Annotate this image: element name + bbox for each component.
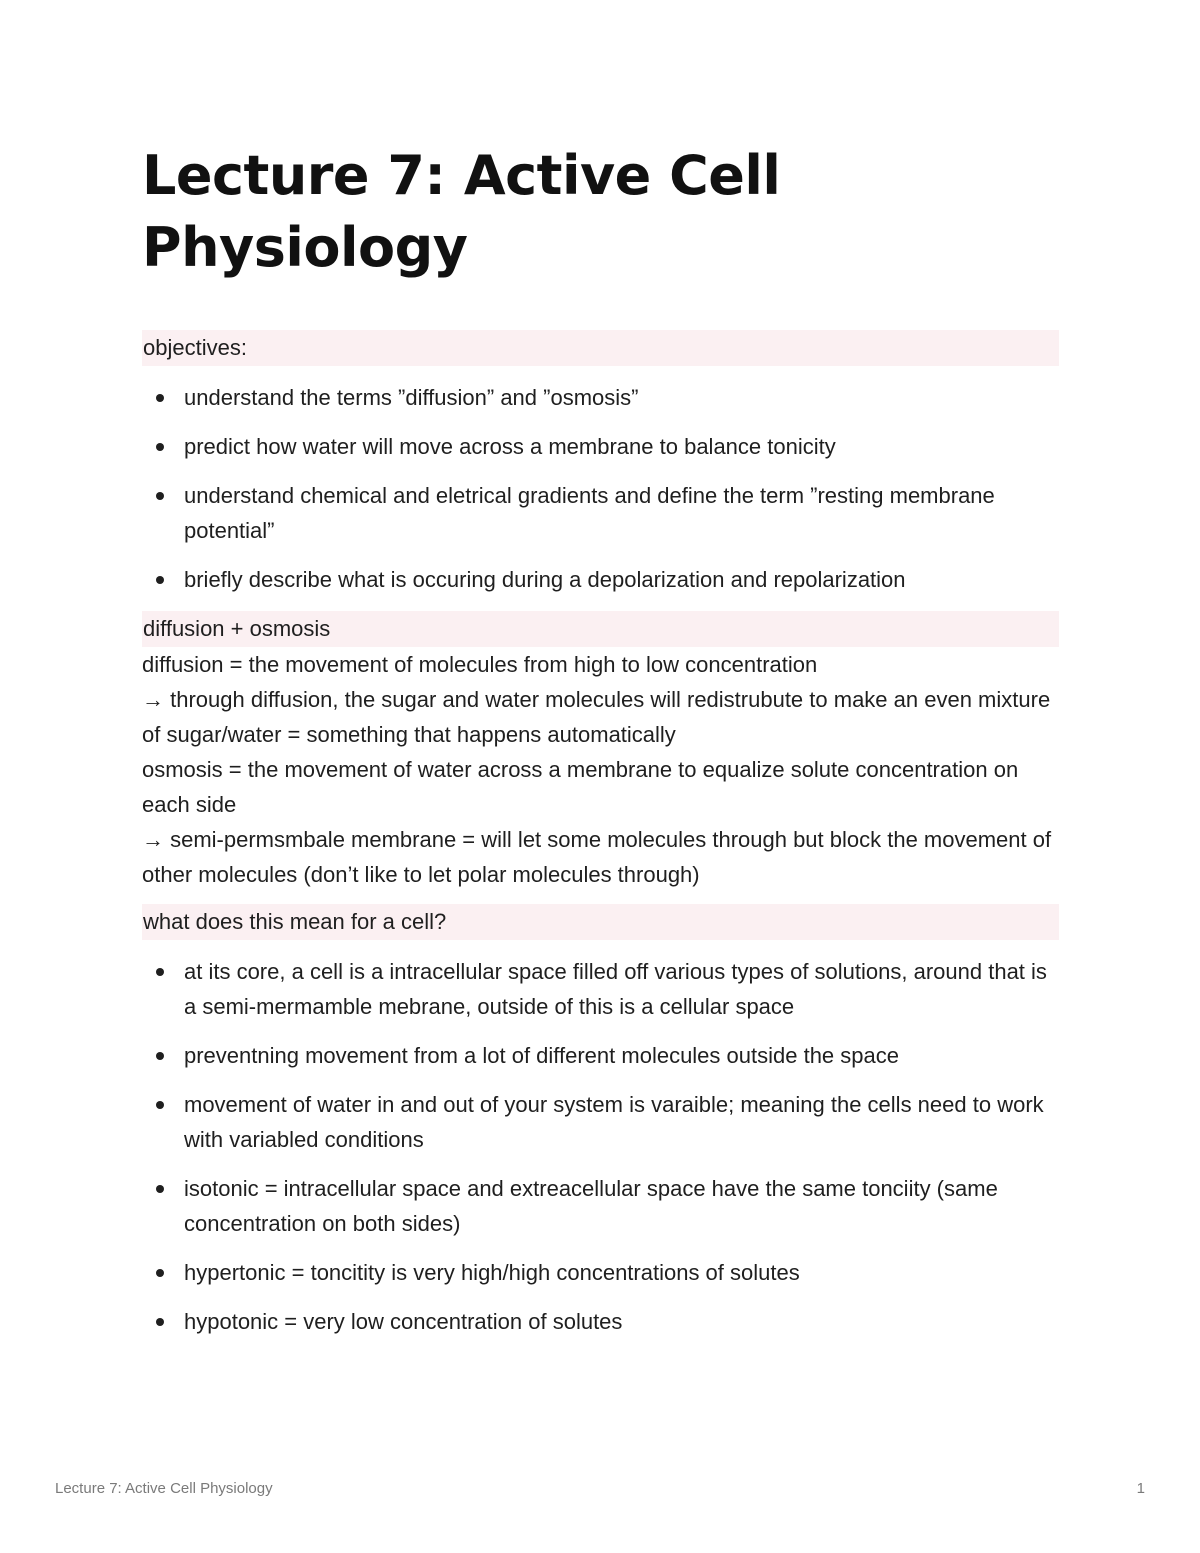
- page-title: Lecture 7: Active Cell Physiology: [142, 144, 781, 279]
- list-item: predict how water will move across a membrane to balance tonicity: [142, 429, 1059, 464]
- paragraph-osmosis-definition: osmosis = the movement of water across a membrane to equalize solute concentration on each side: [142, 757, 1019, 817]
- list-item: at its core, a cell is a intracellular space filled off various types of solutions, around that is a semi-mermamble mebrane, outside of this is a cellular space: [142, 954, 1059, 1024]
- paragraph-diffusion-definition: diffusion = the movement of molecules from high to low concentration: [142, 652, 818, 677]
- list-item: isotonic = intracellular space and extreacellular space have the same tonciity (same concentration on both sides): [142, 1171, 1059, 1241]
- list-item: hypertonic = toncitity is very high/high concentrations of solutes: [142, 1255, 1059, 1290]
- objectives-header: objectives:: [142, 330, 1059, 366]
- paragraph-diffusion-note: → through diffusion, the sugar and water molecules will redistrubute to make an even mixture of sugar/water = something that happens automatically: [142, 687, 1051, 747]
- footer-title: Lecture 7: Active Cell Physiology: [55, 1480, 273, 1497]
- list-item: understand chemical and eletrical gradients and define the term ”resting membrane potential”: [142, 478, 1059, 548]
- list-item: understand the terms ”diffusion” and ”osmosis”: [142, 380, 1059, 415]
- page-number: 1: [1136, 1480, 1145, 1497]
- cell-points-list: [142, 954, 1059, 1339]
- diffusion-header: diffusion + osmosis: [142, 611, 1059, 647]
- list-item: preventning movement from a lot of different molecules outside the space: [142, 1038, 1059, 1073]
- list-item: hypotonic = very low concentration of solutes: [142, 1304, 1059, 1339]
- objectives-list: [142, 380, 1059, 597]
- cell-header: what does this mean for a cell?: [142, 904, 1059, 940]
- list-item: briefly describe what is occuring during a depolarization and repolarization: [142, 562, 1059, 597]
- document-body: [142, 140, 1059, 1353]
- paragraph-membrane-note: → semi-permsmbale membrane = will let some molecules through but block the movement of other molecules (don’t like to let polar molecules through): [142, 827, 1052, 887]
- list-item: movement of water in and out of your system is varaible; meaning the cells need to work with variabled conditions: [142, 1087, 1059, 1157]
